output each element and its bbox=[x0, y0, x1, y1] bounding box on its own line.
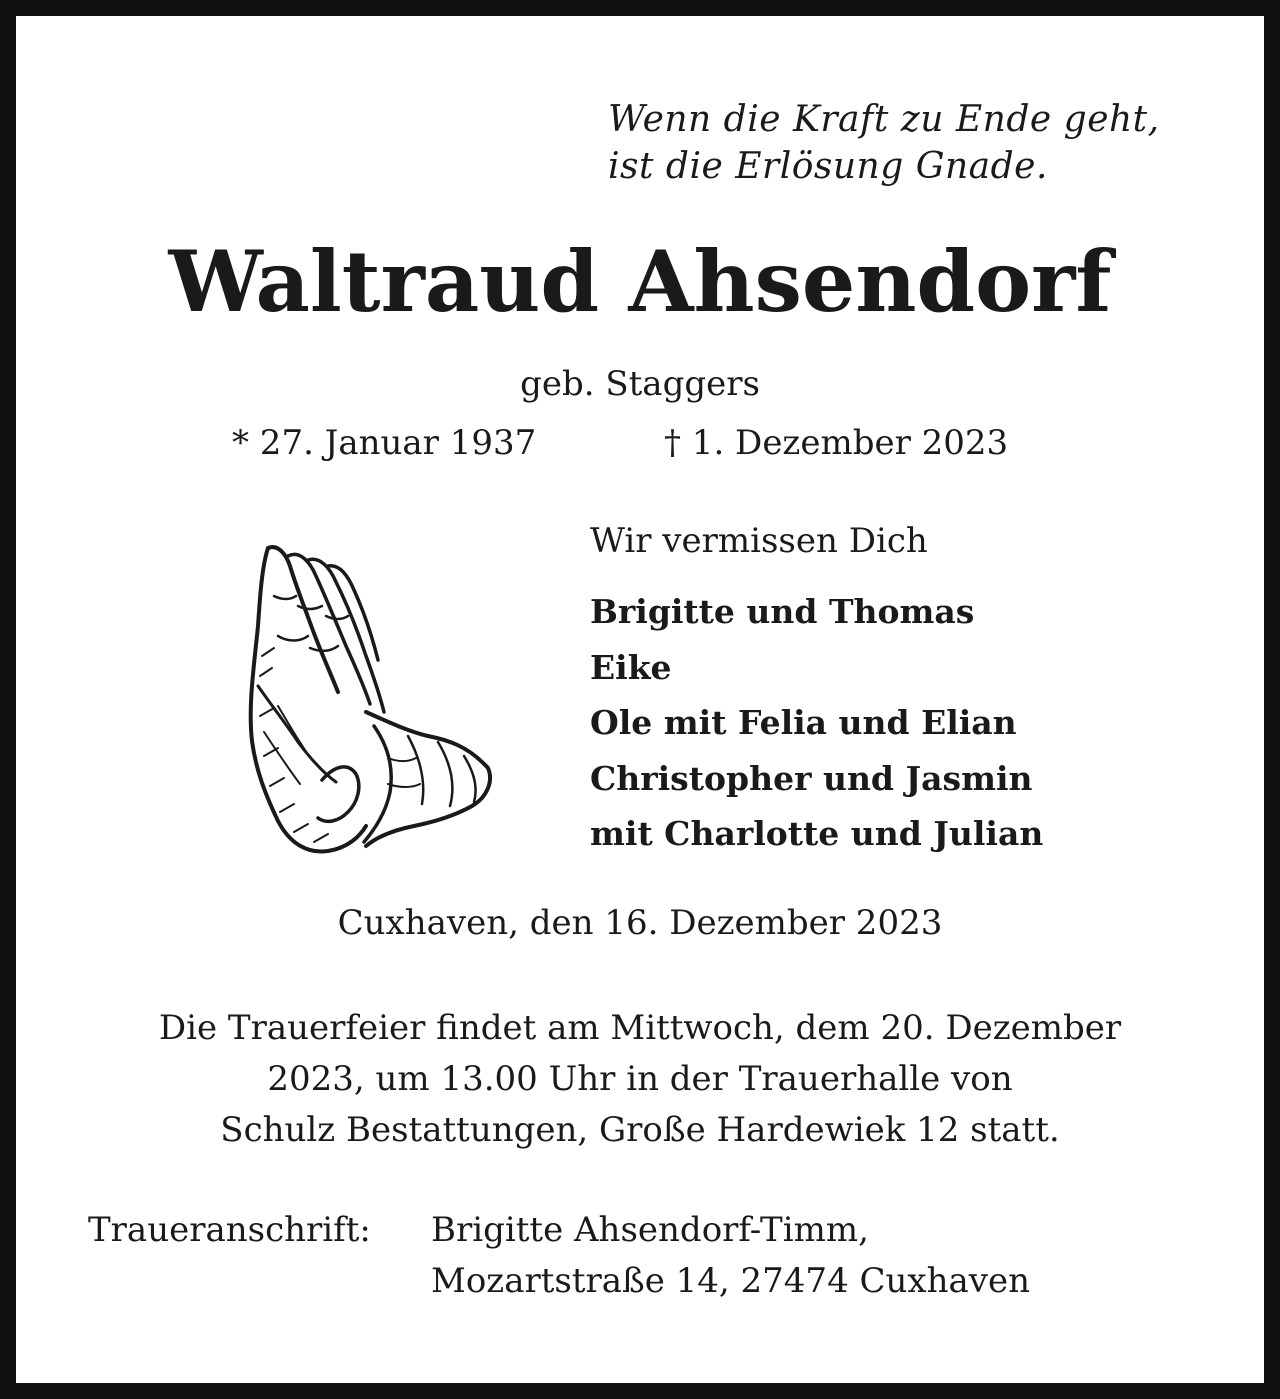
service-line: Die Trauerfeier findet am Mittwoch, dem 20. Dezember bbox=[158, 1008, 1122, 1048]
mourning-address bbox=[431, 1205, 1030, 1307]
address-line-2: Mozartstraße 14, 27474 Cuxhaven bbox=[431, 1261, 1030, 1301]
address-line-1: Brigitte Ahsendorf-Timm, bbox=[431, 1210, 869, 1250]
maiden-name: geb. Staggers bbox=[520, 364, 760, 404]
motto-line-2: ist die Erlösung Gnade. bbox=[608, 146, 1048, 187]
motto-line-1: Wenn die Kraft zu Ende geht, bbox=[608, 99, 1160, 140]
mourner-name: Christopher und Jasmin bbox=[590, 758, 1033, 798]
mourner-name: Brigitte und Thomas bbox=[590, 592, 975, 631]
mourner-name: Eike bbox=[590, 647, 672, 687]
birth-date: * 27. Januar 1937 bbox=[232, 423, 537, 463]
motto-quote bbox=[608, 96, 1160, 190]
funeral-service-info bbox=[0, 1003, 1280, 1156]
mourners-list bbox=[590, 584, 1043, 862]
deceased-name: Waltraud Ahsendorf bbox=[168, 232, 1112, 331]
service-line: Schulz Bestattungen, Große Hardewiek 12 statt. bbox=[220, 1110, 1060, 1150]
mourner-name: Ole mit Felia und Elian bbox=[590, 703, 1017, 742]
praying-hands-icon bbox=[238, 536, 500, 858]
death-date: † 1. Dezember 2023 bbox=[664, 423, 1009, 463]
mourning-address-label: Traueranschrift: bbox=[88, 1210, 371, 1250]
mourners-intro: Wir vermissen Dich bbox=[590, 521, 928, 561]
place-and-date: Cuxhaven, den 16. Dezember 2023 bbox=[337, 903, 943, 943]
service-line: 2023, um 13.00 Uhr in der Trauerhalle von bbox=[267, 1059, 1013, 1099]
mourner-name: mit Charlotte und Julian bbox=[590, 814, 1044, 853]
